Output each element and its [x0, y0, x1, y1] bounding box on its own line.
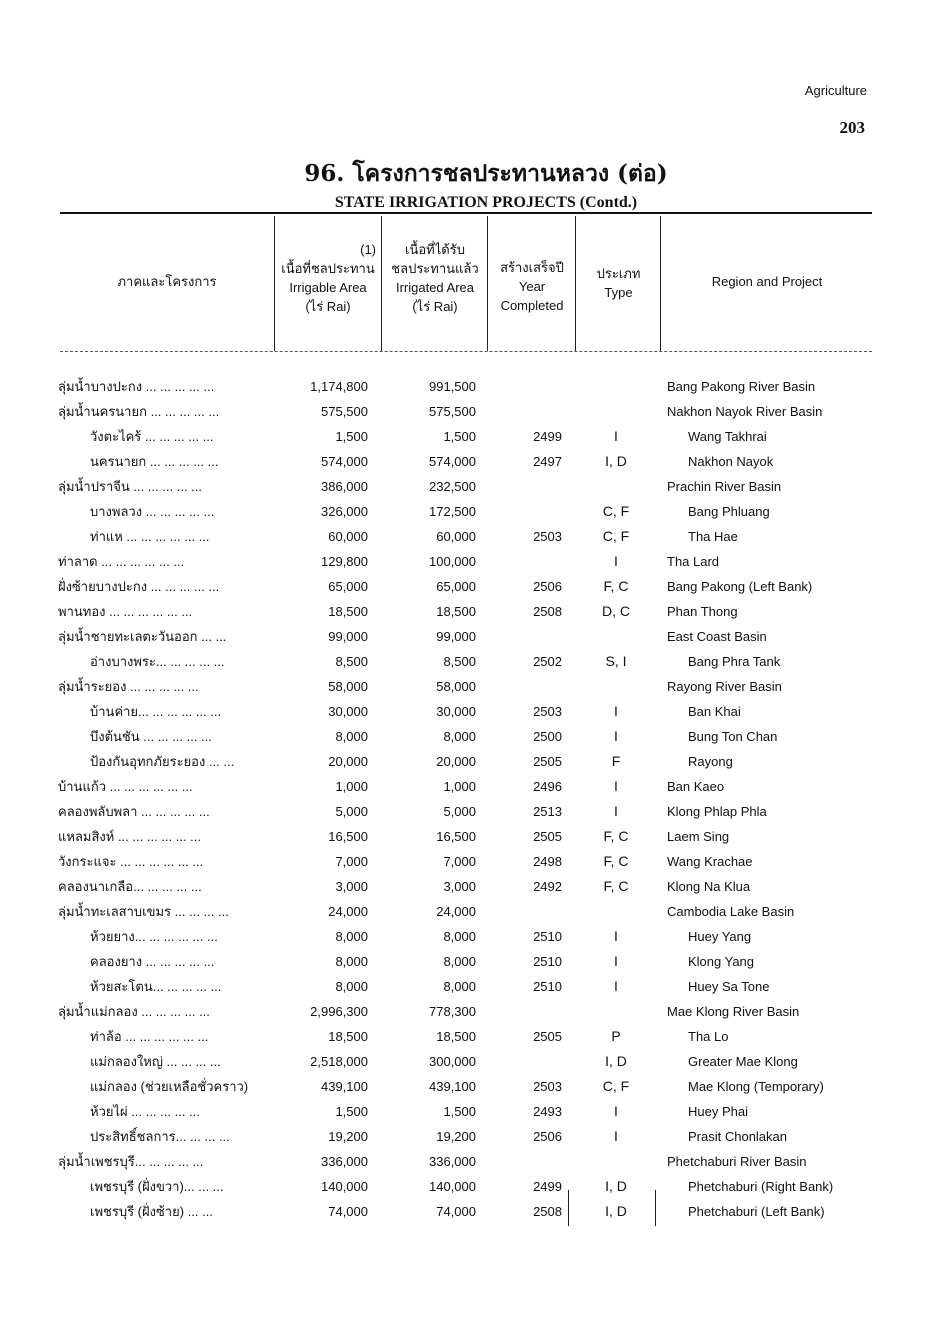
- row-year-completed: 2502: [533, 654, 562, 669]
- header-irrigable: [276, 240, 380, 316]
- table-row: [0, 399, 945, 424]
- column-divider: [487, 216, 488, 351]
- row-type: I: [614, 803, 618, 819]
- table-row: [0, 424, 945, 449]
- row-thai-name: แหลมสิงห์ ... ... ... ... ... ...: [58, 829, 202, 844]
- row-irrigated-area: 574,000: [429, 454, 476, 469]
- row-thai-name: แม่กลองใหญ่ ... ... ... ...: [90, 1054, 221, 1069]
- row-english-name: Phetchaburi (Left Bank): [688, 1204, 825, 1219]
- header-irrigated: [383, 240, 487, 316]
- row-type: I: [614, 553, 618, 569]
- table-row: [0, 624, 945, 649]
- row-irrigable-area: 19,200: [328, 1129, 368, 1144]
- table-row: [0, 674, 945, 699]
- header-irrigable-en: Irrigable Area: [289, 280, 367, 295]
- row-irrigated-area: 8,000: [443, 929, 476, 944]
- row-thai-name: ท่าแห ... ... ... ... ... ...: [90, 529, 210, 544]
- row-type: I: [614, 978, 618, 994]
- row-irrigable-area: 2,996,300: [310, 1004, 368, 1019]
- row-english-name: Bang Pakong (Left Bank): [667, 579, 813, 594]
- row-thai-name: ลุ่มน้ำชายทะเลตะวันออก ... ...: [58, 629, 227, 644]
- row-irrigable-area: 1,174,800: [310, 379, 368, 394]
- row-thai-name: ลุ่มน้ำแม่กลอง ... ... ... ... ...: [58, 1004, 210, 1019]
- row-irrigated-area: 3,000: [443, 879, 476, 894]
- title-english: STATE IRRIGATION PROJECTS (Contd.): [334, 194, 638, 211]
- table-row: [0, 1049, 945, 1074]
- row-irrigated-area: 1,000: [443, 779, 476, 794]
- column-divider: [274, 216, 275, 351]
- header-thai-name-label: ภาคและโครงการ: [117, 274, 217, 289]
- row-english-name: Huey Yang: [688, 929, 752, 944]
- row-english-name: Ban Khai: [688, 704, 741, 719]
- row-irrigable-area: 5,000: [335, 804, 368, 819]
- table-row: [0, 474, 945, 499]
- row-thai-name: ลุ่มน้ำเพชรบุรี... ... ... ... ...: [58, 1154, 204, 1169]
- row-irrigated-area: 7,000: [443, 854, 476, 869]
- table-body: [0, 374, 945, 1224]
- row-english-name: Tha Lard: [667, 554, 720, 569]
- row-irrigated-area: 172,500: [429, 504, 476, 519]
- row-english-name: Rayong: [688, 754, 733, 769]
- row-english-name: Wang Takhrai: [688, 429, 767, 444]
- table-row: [0, 924, 945, 949]
- row-thai-name: เพชรบุรี (ฝั่งซ้าย) ... ...: [90, 1204, 213, 1219]
- row-irrigated-area: 60,000: [436, 529, 476, 544]
- row-irrigated-area: 99,000: [436, 629, 476, 644]
- row-irrigable-area: 336,000: [321, 1154, 368, 1169]
- header-irrigable-thai: เนื้อที่ชลประทาน: [281, 261, 375, 276]
- row-irrigable-area: 8,500: [335, 654, 368, 669]
- table-row: [0, 774, 945, 799]
- row-year-completed: 2510: [533, 954, 562, 969]
- row-irrigable-area: 18,500: [328, 1029, 368, 1044]
- table-row: [0, 549, 945, 574]
- table-row: [0, 599, 945, 624]
- row-year-completed: 2497: [533, 454, 562, 469]
- row-irrigated-area: 24,000: [436, 904, 476, 919]
- row-type: I, D: [605, 1053, 627, 1069]
- row-irrigated-area: 8,000: [443, 979, 476, 994]
- table-row: [0, 974, 945, 999]
- row-english-name: Ban Kaeo: [667, 779, 725, 794]
- row-type: I: [614, 928, 618, 944]
- row-irrigable-area: 140,000: [321, 1179, 368, 1194]
- header-irrigated-thai1: เนื้อที่ได้รับ: [405, 242, 465, 257]
- row-irrigated-area: 30,000: [436, 704, 476, 719]
- row-irrigable-area: 8,000: [335, 979, 368, 994]
- table-row: [0, 449, 945, 474]
- row-thai-name: บ้านแก้ว ... ... ... ... ... ...: [58, 779, 193, 794]
- column-divider: [575, 216, 576, 351]
- row-irrigable-area: 16,500: [328, 829, 368, 844]
- header-footnote-mark: (1): [360, 242, 376, 257]
- row-thai-name: ห้วยสะโตน... ... ... ... ...: [90, 979, 222, 994]
- row-thai-name: ลุ่มน้ำนครนายก ... ... ... ... ...: [58, 404, 220, 419]
- row-year-completed: 2492: [533, 879, 562, 894]
- row-type: I: [614, 1128, 618, 1144]
- row-type: S, I: [605, 653, 627, 669]
- header-year-en2: Completed: [500, 298, 564, 313]
- table-row: [0, 1199, 945, 1224]
- row-english-name: Greater Mae Klong: [688, 1054, 798, 1069]
- row-irrigable-area: 8,000: [335, 929, 368, 944]
- table-title: [60, 156, 872, 212]
- header-thai-name: [60, 272, 274, 291]
- row-thai-name: คลองยาง ... ... ... ... ...: [90, 954, 215, 969]
- table-row: [0, 749, 945, 774]
- row-english-name: Nakhon Nayok River Basin: [667, 404, 823, 419]
- row-thai-name: ลุ่มน้ำปราจีน ... ... ... ... ...: [58, 479, 202, 494]
- row-english-name: Bang Phluang: [688, 504, 770, 519]
- header-type: [577, 264, 660, 302]
- table-row: [0, 499, 945, 524]
- table-row: [0, 899, 945, 924]
- row-thai-name: ประสิทธิ์ชลการ... ... ... ...: [90, 1129, 230, 1144]
- row-type: F, C: [603, 878, 629, 894]
- row-irrigable-area: 439,100: [321, 1079, 368, 1094]
- row-irrigable-area: 99,000: [328, 629, 368, 644]
- row-thai-name: พานทอง ... ... ... ... ... ...: [58, 604, 193, 619]
- table-row: [0, 799, 945, 824]
- row-irrigated-area: 8,000: [443, 729, 476, 744]
- row-english-name: Rayong River Basin: [667, 679, 782, 694]
- row-type: P: [611, 1028, 621, 1044]
- header-year: [489, 258, 575, 315]
- row-type: F, C: [603, 828, 629, 844]
- row-thai-name: เพชรบุรี (ฝั่งขวา)... ... ...: [90, 1179, 224, 1194]
- row-thai-name: อ่างบางพระ... ... ... ... ...: [90, 654, 225, 669]
- table-row: [0, 649, 945, 674]
- row-irrigable-area: 8,000: [335, 729, 368, 744]
- row-year-completed: 2508: [533, 604, 562, 619]
- section-label: Agriculture: [804, 83, 867, 98]
- row-year-completed: 2506: [533, 579, 562, 594]
- row-english-name: Tha Lo: [688, 1029, 729, 1044]
- row-irrigated-area: 74,000: [436, 1204, 476, 1219]
- row-english-name: Bang Pakong River Basin: [667, 379, 816, 394]
- row-irrigable-area: 1,000: [335, 779, 368, 794]
- row-type: C, F: [602, 503, 630, 519]
- header-rule: [60, 351, 872, 352]
- row-irrigated-area: 1,500: [443, 429, 476, 444]
- row-irrigated-area: 58,000: [436, 679, 476, 694]
- table-row: [0, 874, 945, 899]
- table-row: [0, 824, 945, 849]
- row-thai-name: วังกระแจะ ... ... ... ... ... ...: [58, 854, 204, 869]
- row-type: I, D: [605, 1178, 627, 1194]
- row-thai-name: คลองพลับพลา ... ... ... ... ...: [58, 804, 210, 819]
- row-thai-name: ท่าล้อ ... ... ... ... ... ...: [90, 1029, 209, 1044]
- column-divider: [381, 216, 382, 351]
- row-english-name: Klong Yang: [688, 954, 755, 969]
- row-irrigated-area: 5,000: [443, 804, 476, 819]
- row-english-name: Phetchaburi (Right Bank): [688, 1179, 834, 1194]
- row-irrigated-area: 8,500: [443, 654, 476, 669]
- row-year-completed: 2503: [533, 529, 562, 544]
- row-irrigated-area: 20,000: [436, 754, 476, 769]
- row-thai-name: วังตะไคร้ ... ... ... ... ...: [90, 429, 214, 444]
- row-english-name: Phan Thong: [667, 604, 738, 619]
- header-irrigated-unit: (ไร่ Rai): [412, 299, 458, 314]
- row-year-completed: 2499: [533, 1179, 562, 1194]
- row-type: C, F: [602, 1078, 630, 1094]
- row-year-completed: 2503: [533, 704, 562, 719]
- row-irrigable-area: 20,000: [328, 754, 368, 769]
- row-irrigated-area: 16,500: [436, 829, 476, 844]
- column-divider: [660, 216, 661, 351]
- row-thai-name: บึงต้นชัน ... ... ... ... ...: [90, 729, 212, 744]
- row-irrigable-area: 575,500: [321, 404, 368, 419]
- row-type: F: [611, 753, 621, 769]
- row-type: I: [614, 428, 618, 444]
- row-english-name: Prachin River Basin: [667, 479, 782, 494]
- row-english-name: Laem Sing: [667, 829, 730, 844]
- row-irrigable-area: 574,000: [321, 454, 368, 469]
- row-irrigable-area: 60,000: [328, 529, 368, 544]
- row-irrigable-area: 58,000: [328, 679, 368, 694]
- top-rule: [60, 212, 872, 214]
- row-english-name: Prasit Chonlakan: [688, 1129, 787, 1144]
- row-year-completed: 2496: [533, 779, 562, 794]
- row-english-name: Bang Phra Tank: [688, 654, 781, 669]
- row-irrigable-area: 8,000: [335, 954, 368, 969]
- row-type: I: [614, 778, 618, 794]
- row-thai-name: บ้านค่าย... ... ... ... ... ...: [90, 704, 222, 719]
- header-year-thai: สร้างเสร็จปี: [500, 260, 564, 275]
- table-row: [0, 849, 945, 874]
- row-irrigated-area: 19,200: [436, 1129, 476, 1144]
- row-irrigable-area: 24,000: [328, 904, 368, 919]
- row-irrigated-area: 1,500: [443, 1104, 476, 1119]
- row-year-completed: 2493: [533, 1104, 562, 1119]
- row-thai-name: ลุ่มน้ำระยอง ... ... ... ... ...: [58, 679, 199, 694]
- header-irrigated-thai2: ชลประทานแล้ว: [391, 261, 479, 276]
- row-type: C, F: [602, 528, 630, 544]
- header-type-thai: ประเภท: [596, 266, 641, 281]
- table-row: [0, 524, 945, 549]
- row-year-completed: 2510: [533, 929, 562, 944]
- table-row: [0, 374, 945, 399]
- row-english-name: Tha Hae: [688, 529, 738, 544]
- row-type: I: [614, 953, 618, 969]
- row-type: I, D: [605, 1203, 627, 1219]
- row-irrigated-area: 8,000: [443, 954, 476, 969]
- table-row: [0, 699, 945, 724]
- page-number: 203: [839, 118, 865, 137]
- row-irrigated-area: 778,300: [429, 1004, 476, 1019]
- row-english-name: Cambodia Lake Basin: [667, 904, 795, 919]
- row-type: D, C: [602, 603, 630, 619]
- row-year-completed: 2500: [533, 729, 562, 744]
- row-irrigated-area: 100,000: [429, 554, 476, 569]
- header-year-en1: Year: [518, 279, 546, 294]
- row-thai-name: ป้องกันอุทกภัยระยอง ... ...: [90, 754, 235, 769]
- title-thai: 96. โครงการชลประทานหลวง (ต่อ): [304, 160, 668, 187]
- row-thai-name: ห้วยยาง... ... ... ... ... ...: [90, 929, 218, 944]
- row-english-name: Klong Phlap Phla: [667, 804, 767, 819]
- row-irrigated-area: 575,500: [429, 404, 476, 419]
- header-irrigable-unit: (ไร่ Rai): [305, 299, 351, 314]
- row-irrigable-area: 18,500: [328, 604, 368, 619]
- row-year-completed: 2506: [533, 1129, 562, 1144]
- table-row: [0, 574, 945, 599]
- row-irrigable-area: 326,000: [321, 504, 368, 519]
- row-english-name: Mae Klong (Temporary): [688, 1079, 824, 1094]
- row-irrigable-area: 1,500: [335, 429, 368, 444]
- row-thai-name: บางพลวง ... ... ... ... ...: [90, 504, 215, 519]
- row-irrigable-area: 3,000: [335, 879, 368, 894]
- table-row: [0, 1124, 945, 1149]
- row-thai-name: แม่กลอง (ช่วยเหลือชั่วคราว): [90, 1079, 249, 1094]
- row-type: F, C: [603, 853, 629, 869]
- row-irrigated-area: 65,000: [436, 579, 476, 594]
- row-irrigated-area: 439,100: [429, 1079, 476, 1094]
- row-year-completed: 2505: [533, 1029, 562, 1044]
- row-thai-name: ฝั่งซ้ายบางปะกง ... ... ... ... ...: [58, 579, 220, 594]
- row-english-name: Bung Ton Chan: [688, 729, 778, 744]
- row-type: I: [614, 728, 618, 744]
- row-irrigable-area: 65,000: [328, 579, 368, 594]
- row-irrigated-area: 991,500: [429, 379, 476, 394]
- row-year-completed: 2498: [533, 854, 562, 869]
- table-row: [0, 1099, 945, 1124]
- row-type: I, D: [605, 453, 627, 469]
- row-english-name: Wang Krachae: [667, 854, 753, 869]
- table-row: [0, 949, 945, 974]
- row-irrigable-area: 386,000: [321, 479, 368, 494]
- header-irrigated-en: Irrigated Area: [395, 280, 475, 295]
- table-row: [0, 1024, 945, 1049]
- row-english-name: Nakhon Nayok: [688, 454, 774, 469]
- row-thai-name: คลองนาเกลือ... ... ... ... ...: [58, 879, 202, 894]
- row-thai-name: นครนายก ... ... ... ... ...: [90, 454, 219, 469]
- row-irrigated-area: 18,500: [436, 1029, 476, 1044]
- row-year-completed: 2503: [533, 1079, 562, 1094]
- row-thai-name: ลุ่มน้ำบางปะกง ... ... ... ... ...: [58, 379, 215, 394]
- table-row: [0, 1174, 945, 1199]
- row-english-name: Klong Na Klua: [667, 879, 751, 894]
- header-english-name: [662, 272, 872, 291]
- row-irrigable-area: 7,000: [335, 854, 368, 869]
- row-irrigable-area: 129,800: [321, 554, 368, 569]
- row-thai-name: ห้วยไผ่ ... ... ... ... ...: [90, 1104, 200, 1119]
- row-year-completed: 2513: [533, 804, 562, 819]
- row-english-name: East Coast Basin: [667, 629, 767, 644]
- row-irrigable-area: 1,500: [335, 1104, 368, 1119]
- table-row: [0, 724, 945, 749]
- header-type-en: Type: [604, 285, 633, 300]
- table-row: [0, 1149, 945, 1174]
- row-irrigated-area: 140,000: [429, 1179, 476, 1194]
- row-irrigable-area: 2,518,000: [310, 1054, 368, 1069]
- row-year-completed: 2505: [533, 829, 562, 844]
- row-year-completed: 2499: [533, 429, 562, 444]
- row-irrigated-area: 18,500: [436, 604, 476, 619]
- row-irrigated-area: 336,000: [429, 1154, 476, 1169]
- row-english-name: Mae Klong River Basin: [667, 1004, 800, 1019]
- table-row: [0, 1074, 945, 1099]
- row-irrigated-area: 232,500: [429, 479, 476, 494]
- row-type: I: [614, 1103, 618, 1119]
- row-year-completed: 2505: [533, 754, 562, 769]
- row-thai-name: ลุ่มน้ำทะเลสาบเขมร ... ... ... ...: [58, 904, 229, 919]
- row-irrigated-area: 300,000: [429, 1054, 476, 1069]
- header-english-name-label: Region and Project: [711, 274, 823, 289]
- row-english-name: Huey Sa Tone: [688, 979, 770, 994]
- row-type: F, C: [603, 578, 629, 594]
- row-year-completed: 2508: [533, 1204, 562, 1219]
- table-row: [0, 999, 945, 1024]
- row-irrigable-area: 30,000: [328, 704, 368, 719]
- row-english-name: Huey Phai: [688, 1104, 748, 1119]
- row-english-name: Phetchaburi River Basin: [667, 1154, 807, 1169]
- row-year-completed: 2510: [533, 979, 562, 994]
- row-type: I: [614, 703, 618, 719]
- row-thai-name: ท่าลาด ... ... ... ... ... ...: [58, 554, 185, 569]
- row-irrigable-area: 74,000: [328, 1204, 368, 1219]
